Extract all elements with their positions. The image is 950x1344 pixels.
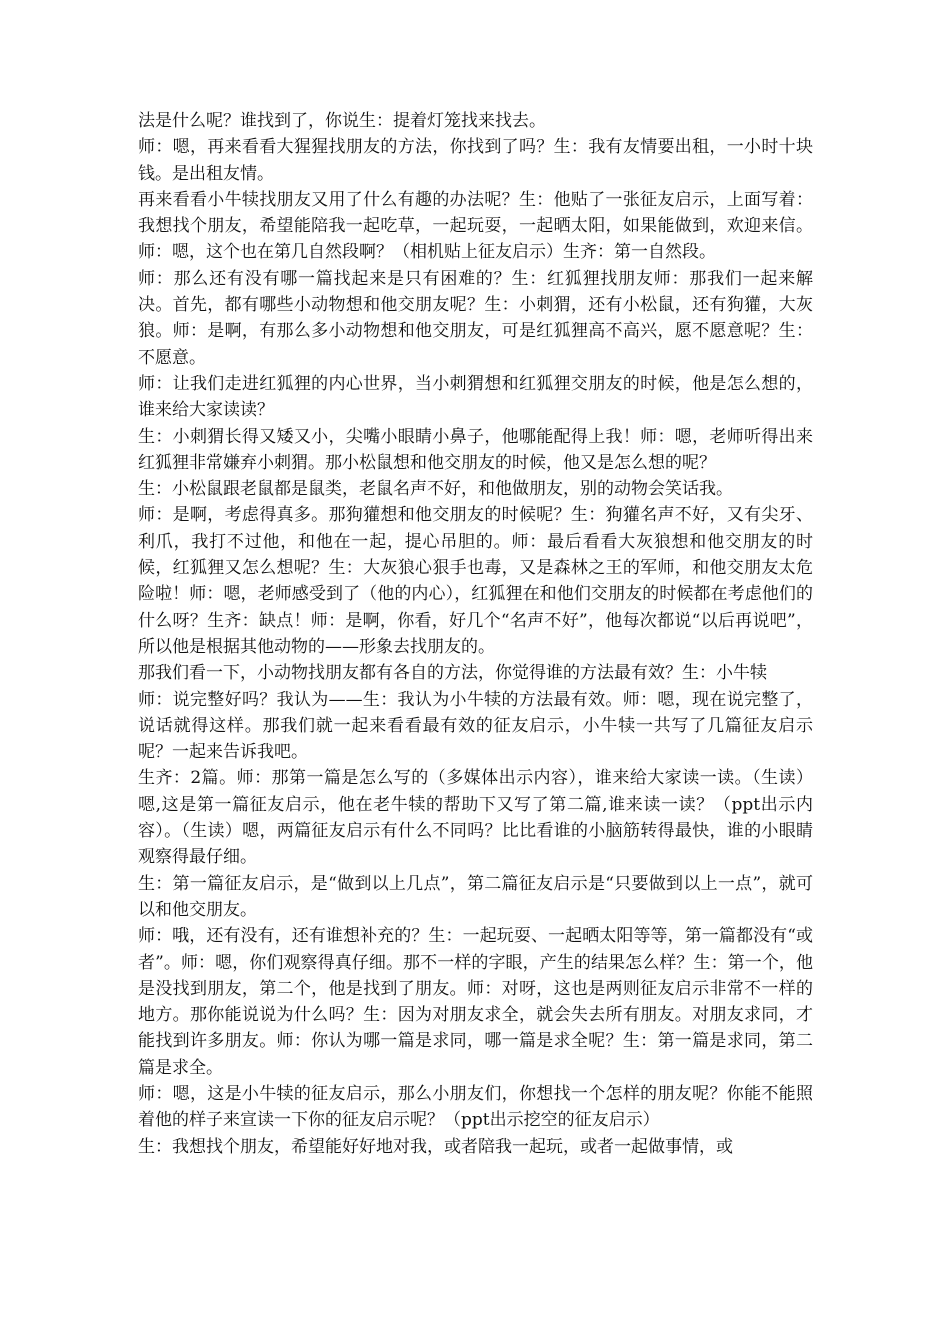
- paragraph: 师：嗯，再来看看大猩猩找朋友的方法，你找到了吗？生：我有友情要出租，一小时十块钱。是出租友情。: [138, 137, 813, 184]
- paragraph: 法是什么呢？谁找到了，你说生：提着灯笼找来找去。: [138, 111, 546, 131]
- paragraph: 师：那么还有没有哪一篇找起来是只有困难的？生：红狐狸找朋友师：那我们一起来解决。首先，都有哪些小动物想和他交朋友呢？生：小刺猬，还有小松鼠，还有狗獾，大灰狼。师：是啊，有那么多小动物想和他交朋友，可是红狐狸高不高兴，愿不愿意呢？生：不愿意。: [138, 268, 813, 368]
- paragraph: 师：哦，还有没有，还有谁想补充的？生：一起玩耍、一起晒太阳等等，第一篇都没有“或者”。师：嗯，你们观察得真仔细。那不一样的字眼，产生的结果怎么样？生：第一个，他是没找到朋友，第二个，他是找到了朋友。师：对呀，这也是两则征友启示非常不一样的地方。那你能说说为什么吗？生：因为对朋友求全，就会失去所有朋友。对朋友求同，才能找到许多朋友。师：你认为哪一篇是求同，哪一篇是求全呢？生：第一篇是求同，第二篇是求全。: [138, 926, 813, 1078]
- paragraph: 再来看看小牛犊找朋友又用了什么有趣的办法呢？生：他贴了一张征友启示，上面写着：我想找个朋友，希望能陪我一起吃草，一起玩耍，一起晒太阳，如果能做到，欢迎来信。师：嗯，这个也在第几自然段啊？（相机贴上征友启示）生齐：第一自然段。: [138, 189, 813, 263]
- paragraph: 师：说完整好吗？我认为——生：我认为小牛犊的方法最有效。师：嗯，现在说完整了，说话就得这样。那我们就一起来看看最有效的征友启示，小牛犊一共写了几篇征友启示呢？一起来告诉我吧。: [138, 689, 813, 763]
- paragraph: 师：让我们走进红狐狸的内心世界，当小刺猬想和红狐狸交朋友的时候，他是怎么想的，谁来给大家读读？: [138, 373, 813, 421]
- paragraph: 生齐：2篇。师：那第一篇是怎么写的（多媒体出示内容），谁来给大家读一读。（生读）嗯,这是第一篇征友启示，他在老牛犊的帮助下又写了第二篇,谁来读一读？（ppt出示内容）。（生读）嗯，两篇征友启示有什么不同吗？比比看谁的小脑筋转得最快，谁的小眼睛观察得最仔细。: [138, 768, 813, 868]
- paragraph: 师：是啊，考虑得真多。那狗獾想和他交朋友的时候呢？生：狗獾名声不好，又有尖牙、利爪，我打不过他，和他在一起，提心吊胆的。师：最后看看大灰狼想和他交朋友的时候，红狐狸又怎么想呢？生：大灰狼心狠手也毒，又是森林之王的军师，和他交朋友太危险啦！师：嗯，老师感受到了（他的内心），红狐狸在和他们交朋友的时候都在考虑他们的什么呀？生齐：缺点！师：是啊，你看，好几个“名声不好”，他每次都说“以后再说吧”，所以他是根据其他动物的——形象去找朋友的。: [138, 505, 813, 657]
- paragraph: 生：我想找个朋友，希望能好好地对我，或者陪我一起玩，或者一起做事情，或: [138, 1136, 733, 1157]
- paragraph: 生：第一篇征友启示，是“做到以上几点”，第二篇征友启示是“只要做到以上一点”，就可以和他交朋友。: [138, 873, 813, 920]
- paragraph: 生：小刺猬长得又矮又小，尖嘴小眼睛小鼻子，他哪能配得上我！师：嗯，老师听得出来红狐狸非常嫌弃小刺猬。那小松鼠想和他交朋友的时候，他又是怎么想的呢？: [138, 426, 813, 473]
- paragraph: 生：小松鼠跟老鼠都是鼠类，老鼠名声不好，和他做朋友，别的动物会笑话我。: [138, 479, 733, 500]
- paragraph: 师：嗯，这是小牛犊的征友启示，那么小朋友们，你想找一个怎样的朋友呢？你能不能照着他的样子来宣读一下你的征友启示呢？（ppt出示挖空的征友启示）: [138, 1083, 813, 1131]
- document-body: [138, 108, 813, 1160]
- paragraph: 那我们看一下，小动物找朋友都有各自的方法，你觉得谁的方法最有效？生：小牛犊: [138, 663, 767, 684]
